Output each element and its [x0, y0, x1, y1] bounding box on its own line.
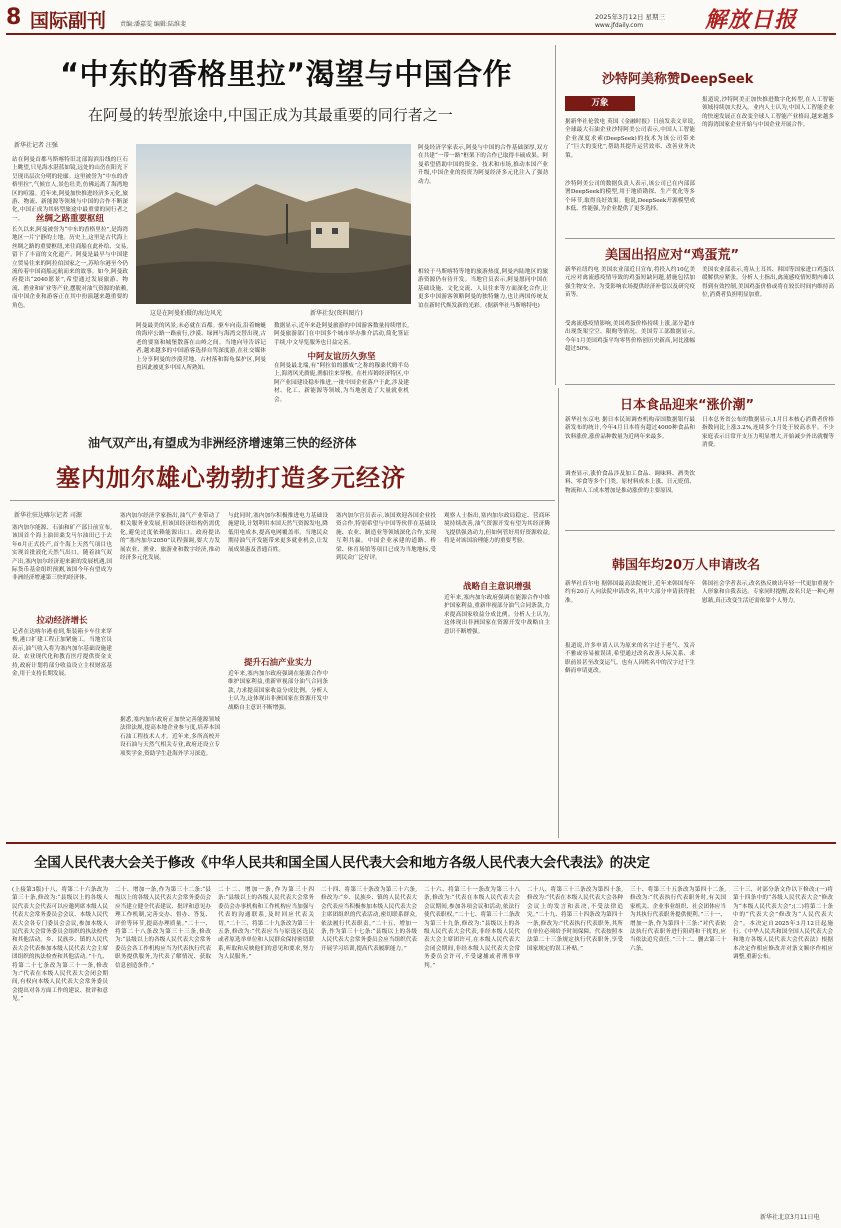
side4-col1-b: 报道说,许多申请人认为原来的名字过于老气、发音不雅或容易被误读,希望通过改名改善人际关系、求职前景甚至改变运气。也有人因姓名中的汉字过于生僻而申请更改。	[565, 643, 695, 675]
side3-title: 日本食品迎来“涨价潮”	[620, 398, 755, 413]
lead-col4-body-2: 相较于马斯喀特等地的旅游热度,阿曼内陆地区的旅游资源仍有待开发。当地官员表示,阿曼愿同中国在基础设施、文化交流、人员往来等方面深化合作,让更多中国游客领略阿曼的独特魅力,也让两国传统友谊在新时代焕发新的光彩。(据新华社马斯喀特电)	[418, 269, 548, 309]
website: www.jfdaily.com	[595, 22, 644, 29]
side1-col1-b: 沙特阿美公司的数据负责人表示,该公司已在内部部署DeepSeek的模型,用于地质勘探、生产优化等多个环节,取得良好效果。他说,DeepSeek开源模型成本低、性能强,为企业提供了更多选择。	[565, 181, 695, 213]
editor-credit: 责编:潘嘉雯 编辑:陆维斐	[120, 21, 186, 28]
lead-col1-body: 长久以来,阿曼被誉为“中东的香格里拉”,是海湾地区一片宁静的土地。历史上,这里是古代海上丝绸之路的重要枢纽,来往商船在此补给、交易,留下了丰富的文化遗产。阿曼是最早与中国建立贸易往来的阿拉伯国家之一,苏哈尔港至今仍流传着中国商船远航而来的故事。如今,阿曼政府提出“2040愿景”,希望通过发展旅游、物流、渔业和矿业等产业,摆脱对油气资源的依赖,而中国企业和游客正在其中扮演越来越重要的角色。	[12, 227, 128, 309]
bottom-col5: 二十六、将第三十一条改为第三十八条,修改为:“代表在本级人民代表大会会议期间,参加各项会议和活动,依法行使代表职权。”二十七、将第三十二条改为第三十九条,修改为:“县级以上的各级人民代表大会代表,非经本级人民代表大会主席团许可,在本级人民代表大会闭会期间,非经本级人民代表大会常务委员会许可,不受逮捕或者刑事审判。”	[424, 887, 520, 969]
side3-rule	[565, 530, 835, 531]
lead-col3-body: 数据显示,近年来赴阿曼旅游的中国游客数量持续增长,阿曼旅游部门在中国多个城市举办推介活动,简化签证手续,中文导览服务也日益完善。	[274, 323, 409, 346]
side4-col2: 韩国社会学者表示,改名热反映出年轻一代更加重视个人形象和自我表达。专家同时提醒,改名只是一种心理慰藉,真正改变生活还需依靠个人努力。	[702, 581, 834, 604]
masthead	[0, 0, 841, 32]
mid-subhead-1: 拉动经济增长	[36, 616, 88, 626]
side2-col1: 新华社纽约电 美国农业部近日宣布,将投入约10亿美元应对禽流感疫情导致的鸡蛋短缺问题,措施包括加强生物安全、为受影响农场提供经济补偿以及研究疫苗等。	[565, 267, 695, 299]
lead-photo-credit: 新华社发(资料图片)	[310, 310, 363, 317]
issue-date: 2025年3月12日 星期三	[595, 13, 666, 21]
side3-col2: 日本总务省公布的数据显示,1月日本核心消费者价格指数同比上涨3.2%,连续多个月处于较高水平。不少家庭表示日常开支压力明显增大,开始减少外出就餐等消费。	[702, 417, 834, 449]
mid-col2: 塞内加尔经济学家指出,油气产业带动了相关服务业发展,但该国经济结构仍需优化,避免过度依赖能源出口。政府提出的“塞内加尔2050”议程强调,要大力发展农业、渔业、旅游业和数字经济,推动经济多元化发展。	[120, 513, 220, 562]
bottom-col3: 二十二、增加一条,作为第三十四条:“县级以上的各级人民代表大会常务委员会办事机构和工作机构应当加强与代表的沟通联系,及时回应代表关切。”二十三、将第二十九条改为第三十五条,修改为:“代表应当与原选区选民或者原选举单位和人民群众保持密切联系,听取和反映他们的意见和要求,努力为人民服务。”	[218, 887, 314, 961]
newspaper-logo: 解放日报	[705, 7, 798, 33]
bottom-col8: 三十三、对部分条文作以下修改:(一)将第十四条中的“各级人民代表大会”修改为“本级人民代表大会”;(二)将第二十条中的“代表大会”修改为“人民代表大会”。本决定自2025年3月12日起施行。《中华人民共和国全国人民代表大会和地方各级人民代表大会代表法》根据本决定作相应修改并对条文顺序作相应调整,重新公布。	[733, 887, 833, 961]
side1-col2: 报道说,沙特阿美正加快推进数字化转型,在人工智能领域持续加大投入。业内人士认为,中国人工智能企业的快速发展正在改变全球人工智能产业格局,越来越多的海湾国家企业开始与中国企业开展合作。	[702, 97, 834, 129]
mid-col4: 塞内加尔官员表示,该国欢迎各国企业投资合作,特别希望与中国等伙伴在基础设施、农业、制造业等领域深化合作,实现互利共赢。中国企业承建的道路、桥梁、体育场馆等项目已成为当地地标,受到民众广泛好评。	[336, 513, 436, 562]
mid-col3-b: 近年来,塞内加尔政府强调在能源合作中维护国家利益,重新审视部分油气合同条款,力求提高国家收益分成比例。分析人士认为,这体现出非洲国家在资源开发中战略自主意识不断增强。	[228, 671, 328, 711]
side1-kicker	[565, 96, 635, 111]
lead-col2-body: 阿曼最美的风景,未必就在首都。驱车向南,沿着蜿蜒的海岸公路一路前行,沙漠、绿洲与海湾交替出现,古老的要塞和城堡散落在山岭之间。当地向导告诉记者,越来越多的中国游客选择自驾深度游,在社交媒体上分享阿曼的沙漠营地、古村落和海龟保护区,阿曼也因此被更多中国人所熟知。	[136, 323, 266, 372]
side1-col1: 据新华社伦敦电 英国《金融时报》日前发表文章说,全球最大石油企业沙特阿美公司表示,中国人工智能企业深度求索(DeepSeek)的技术为该公司带来了“巨大的变化”,帮助其提升运营效率、改善业务决策。	[565, 119, 695, 159]
section-name: 国际副刊	[30, 10, 107, 32]
bottom-col7: 三十、将第三十五条改为第四十二条,修改为:“代表执行代表职务时,有关国家机关、企业事业组织、社会团体应当为其执行代表职务提供便利。”三十一、增加一条,作为第四十三条:“对代表依法执行代表职务进行阻碍和干扰的,应当依法追究责任。”三十二、删去第三十六条。	[630, 887, 726, 952]
side1-title: 沙特阿美称赞DeepSeek	[602, 72, 754, 87]
mid-title: 塞内加尔雄心勃勃打造多元经济	[56, 464, 406, 492]
bottom-title: 全国人民代表大会关于修改《中华人民共和国全国人民代表大会和地方各级人民代表大会代表法》的决定	[34, 856, 650, 871]
lead-col3-body-3: 在阿曼最北端,有“阿拉伯的挪威”之称的穆桑代姆半岛上,海湾风光旖旎,渔船往来穿梭。在杜库姆经济特区,中阿产业园建设稳步推进,一批中国企业落户于此,涉及建材、化工、新能源等领域,为当地创造了大量就业机会。	[274, 363, 409, 403]
lead-photo	[136, 144, 411, 304]
bottom-col6: 二十八、将第三十三条改为第四十条,修改为:“代表在本级人民代表大会各种会议上的发言和表决,不受法律追究。”二十九、将第三十四条改为第四十一条,修改为:“代表执行代表职务,其所在单位必须给予时间保障。代表按照本法第二十三条规定执行代表职务,享受国家规定的误工补贴。”	[527, 887, 623, 952]
mid-col1-b: 记者在达喀尔港看到,集装箱卡车往来穿梭,港口扩建工程正加紧施工。当地官员表示,油气收入将为塞内加尔基础设施建设、农业现代化和教育医疗提供资金支持,政府计划将部分收益设立主权财富基金,用于支持长期发展。	[12, 629, 112, 678]
side2-rule	[565, 384, 835, 385]
bottom-col2: 二十、增加一条,作为第三十二条:“县级以上的各级人民代表大会常务委员会应当建立健全代表建议、批评和意见办理工作机制,完善交办、督办、答复、评价等环节,提高办理质量。”二十一、将第二十八条改为第三十三条,修改为:“县级以上的各级人民代表大会常务委员会各工作机构应当为代表执行代表职务提供服务,为代表了解情况、获取信息创造条件。”	[115, 887, 211, 969]
mid-byline: 新华社驻达喀尔记者 司源	[14, 512, 82, 519]
bottom-credit: 新华社北京3月11日电	[760, 1214, 820, 1221]
side3-col1-b: 调查显示,涨价食品涉及加工食品、调味料、酒类饮料、零食等多个门类。原材料成本上涨、日元贬值、物流和人工成本增加是推动涨价的主要原因。	[565, 471, 695, 494]
lead-divider	[555, 45, 556, 385]
bottom-col1: (上接第3版)十八、将第二十六条改为第三十条,修改为:“县级以上的各级人民代表大会代表可以应邀列席本级人民代表大会常务委员会会议、本级人民代表大会各专门委员会会议,参加本级人民代表大会常务委员会组织的执法检查和其他活动。乡、民族乡、镇的人民代表大会代表参加本级人民代表大会主席团组织的执法检查和其他活动。”十九、将第二十七条改为第三十一条,修改为:“代表在本级人民代表大会闭会期间,有权向本级人民代表大会常务委员会提出对各方面工作的建议、批评和意见。”	[12, 887, 108, 1003]
side2-title: 美国出招应对“鸡蛋荒”	[605, 248, 740, 263]
side2-col1-b: 受禽流感疫情影响,美国鸡蛋价格持续上涨,部分超市出现货架空空、限购等情况。美国劳工部数据显示,今年1月美国鸡蛋平均零售价格创历史新高,同比涨幅超过50%。	[565, 321, 695, 353]
mid-title-rule	[10, 500, 555, 501]
mid-kicker: 油气双产出,有望成为非洲经济增速第三快的经济体	[88, 436, 357, 450]
lead-subhead-1: 丝绸之路重要枢纽	[35, 214, 104, 224]
mid-col1: 塞内加尔能源、石油和矿产部日前宣布,该国首个海上油田桑戈马尔油田已于去年6月正式投产,首个海上天然气项目也实现首批液化天然气出口。随着油气双产出,塞内加尔经济迎来新的发展机遇,国际货币基金组织预测,该国今年有望成为非洲经济增速第三快的经济体。	[12, 525, 112, 582]
mid-col3: 与此同时,塞内加尔积极推进电力基础设施建设,计划利用本国天然气资源发电,降低用电成本,提高电网覆盖率。当地民众期待油气开发能带来更多就业机会,让发展成果惠及普通百姓。	[228, 513, 328, 553]
lead-subhead-2: 中阿友谊历久弥坚	[307, 352, 376, 362]
mid-divider	[558, 388, 559, 838]
landscape-photo-icon	[136, 144, 411, 304]
page-number: 8	[6, 5, 22, 30]
side1-kicker-label: 万象	[591, 98, 609, 108]
lead-col4-body: 阿曼经济学家表示,阿曼与中国的合作基础深厚,双方在共建“一带一路”框架下的合作已取得丰硕成果。阿曼希望借助中国的资金、技术和市场,推动本国产业升级,中国企业的投资为阿曼经济多元化注入了强劲动力。	[418, 145, 548, 185]
mid-col5: 观察人士指出,塞内加尔政局稳定、营商环境持续改善,油气资源开发有望为其经济腾飞提供强劲动力,但如何管好用好资源收益,将是对该国治理能力的重要考验。	[444, 513, 550, 545]
lead-title: “中东的香格里拉”渴望与中国合作	[60, 57, 513, 91]
lead-byline: 新华社记者 汪强	[14, 142, 58, 149]
bottom-title-rule	[10, 880, 830, 881]
bottom-top-rule	[6, 842, 836, 844]
mid-subhead-2: 提升石油产业实力	[243, 658, 312, 668]
lead-photo-caption: 这是在阿曼拍摄的海边风光	[150, 310, 223, 317]
lead-subtitle: 在阿曼的转型旅途中,中国正成为其最重要的同行者之一	[88, 106, 453, 124]
side4-col1: 新华社首尔电 据韩国最高法院统计,近年来韩国每年约有20万人向法院申请改名,其中大部分申请获得批准。	[565, 581, 695, 604]
mid-col5-b: 近年来,塞内加尔政府强调在能源合作中维护国家利益,重新审视部分油气合同条款,力求提高国家收益分成比例。分析人士认为,这体现出非洲国家在资源开发中战略自主意识不断增强。	[444, 595, 550, 635]
side4-title: 韩国年均20万人申请改名	[612, 558, 761, 573]
side2-col2: 美国农业部表示,将从土耳其、韩国等国家进口鸡蛋以缓解供应紧张。分析人士指出,禽流感疫情短期内难以得到有效控制,美国鸡蛋价格或将在较长时间内维持高位,消费者负担明显加重。	[702, 267, 834, 299]
side1-rule	[565, 238, 835, 239]
masthead-rule	[6, 33, 836, 35]
lead-col1-top: 站在阿曼首都马斯喀特旧北部海滨沿线的巨石上眺望,只见海水湛蓝如镜,远处的山峦在阳光下呈现出层次分明的轮廓。这里被誉为“中东的香格里拉”,气候宜人,景色壮美,仿佛远离了海湾地区的喧嚣。近年来,阿曼加快推进经济多元化,旅游、物流、新能源等领域与中国的合作不断深化,中国正成为其转型旅途中最重要的同行者之一。	[12, 157, 128, 222]
mid-col2-b: 据悉,塞内加尔政府正加快完善能源领域法律法规,提高本地企业参与度,培养本国石油工程技术人才。近年来,多所高校开设石油与天然气相关专业,政府还设立专项奖学金,资助学生赴海外学习深造。	[120, 717, 220, 757]
bottom-col4: 二十四、将第三十条改为第三十六条,修改为:“乡、民族乡、镇的人民代表大会代表应当积极参加本级人民代表大会主席团组织的代表活动,密切联系群众,依法履行代表职责。”二十五、增加一条,作为第三十七条:“县级以上的各级人民代表大会常务委员会应当组织代表开展学习培训,提高代表履职能力。”	[321, 887, 417, 952]
side3-col1: 新华社东京电 据日本民间调查机构帝国数据银行最新发布的统计,今年4月日本将有超过4000种食品和饮料涨价,涨价品种数量为近两年来最多。	[565, 417, 695, 440]
mid-subhead-3: 战略自主意识增强	[462, 582, 531, 592]
